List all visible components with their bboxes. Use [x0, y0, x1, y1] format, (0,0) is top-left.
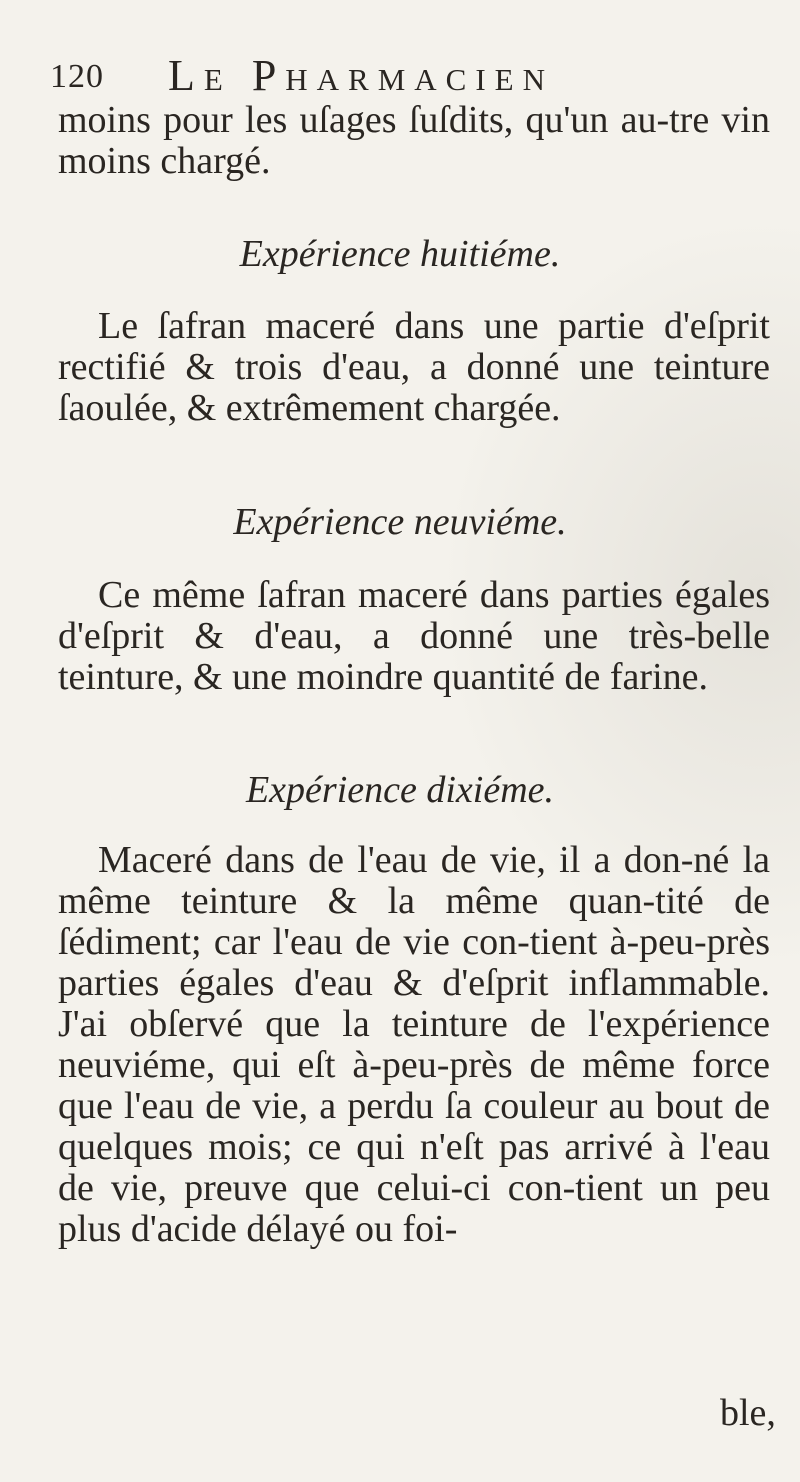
paragraph-experience-10: Maceré dans de l'eau de vie, il a don-né la même teinture & la même quan-tité de ſédiment; car l'eau de vie con-tient à-peu-près parties égales d'eau & d'eſprit inflammable. J'ai obſervé que la teinture de l'expérience neuviéme, qui eſt à-peu-près de même force que l'eau de vie, a perdu ſa couleur au bout de quelques mois; ce qui n'eſt pas arrivé à l'eau de vie, preuve que celui-ci con-tient un peu plus d'acide délayé ou foi- — [58, 839, 770, 1250]
paragraph-experience-9: Ce même ſafran maceré dans parties égales d'eſprit & d'eau, a donné une très-belle teinture, & une moindre quantité de farine. — [58, 574, 770, 698]
heading-experience-8: Expérience huitiéme. — [239, 233, 561, 275]
paragraph-experience-8: Le ſafran maceré dans une partie d'eſprit rectifié & trois d'eau, a donné une teinture ſaoulée, & extrêmement chargée. — [58, 305, 770, 429]
heading-experience-9: Expérience neuviéme. — [233, 501, 567, 543]
running-head-title: Le Pharmacien — [168, 51, 555, 100]
paragraph-continuation: moins pour les uſages ſuſdits, qu'un au-tre vin moins chargé. — [58, 99, 770, 182]
running-head — [50, 50, 770, 106]
heading-experience-10: Expérience dixiéme. — [245, 769, 555, 811]
page-number: 120 — [50, 58, 104, 95]
catchword: ble, — [720, 1392, 776, 1434]
